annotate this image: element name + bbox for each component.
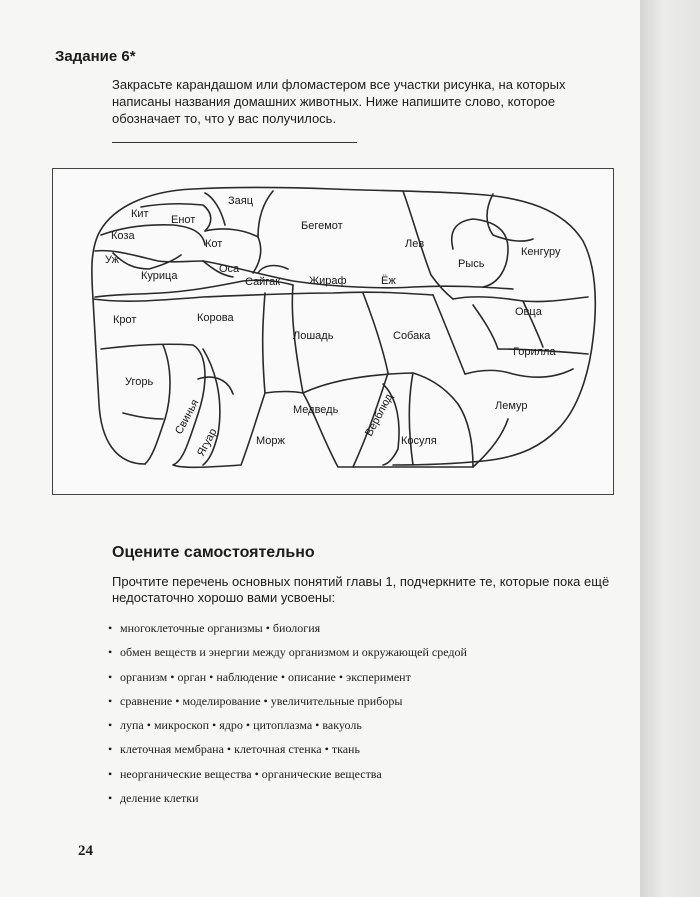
label-rys: Рысь xyxy=(458,258,485,270)
label-koza: Коза xyxy=(111,230,135,242)
label-medved: Медведь xyxy=(293,404,339,416)
concept-line[interactable]: • клеточная мембрана • клеточная стенка • ткань xyxy=(108,742,360,757)
label-ezh: Ёж xyxy=(381,275,396,287)
page-gutter xyxy=(640,0,700,897)
label-loshad: Лошадь xyxy=(293,330,334,342)
label-uzh: Уж xyxy=(105,254,119,266)
animal-map-figure xyxy=(52,168,614,495)
label-ovtsa: Овца xyxy=(515,306,542,318)
label-begemot: Бегемот xyxy=(301,220,343,232)
label-verblyud: Верблюд xyxy=(363,391,396,439)
label-zayats: Заяц xyxy=(228,195,254,207)
answer-line[interactable] xyxy=(112,142,357,143)
label-krot: Крот xyxy=(113,314,137,326)
label-sobaka: Собака xyxy=(393,330,431,342)
concept-line[interactable]: • лупа • микроскоп • ядро • цитоплазма • вакуоль xyxy=(108,718,362,733)
label-lev: Лев xyxy=(405,238,425,250)
concept-line[interactable]: • неорганические вещества • органические вещества xyxy=(108,766,382,781)
label-saygak: Сайгак xyxy=(245,276,281,288)
label-gorilla: Горилла xyxy=(513,346,556,358)
self-check-instructions: Прочтите перечень основных понятий главы 1, подчеркните те, которые пока ещё недостаточно хорошо вами усвоены: xyxy=(112,574,610,605)
label-yaguar: Ягуар xyxy=(195,426,220,459)
concept-line[interactable]: • многоклеточные организмы • биология xyxy=(108,621,321,635)
outer-outline xyxy=(92,188,595,466)
label-kenguru: Кенгуру xyxy=(521,246,561,258)
concept-line[interactable]: • деление клетки xyxy=(108,791,199,806)
label-kosulya: Косуля xyxy=(401,435,437,447)
task-title: Задание 6* xyxy=(55,48,136,65)
label-kit: Кит xyxy=(131,208,149,220)
concept-line[interactable]: • обмен веществ и энергии между организмом и окружающей средой xyxy=(108,645,467,660)
label-ugor: Угорь xyxy=(125,376,154,388)
concept-list xyxy=(108,618,628,812)
self-check-title: Оцените самостоятельно xyxy=(112,544,315,561)
label-lemur: Лемур xyxy=(495,400,528,412)
task-instructions: Закрасьте карандашом или фломастером все участки рисунка, на которых написаны названия домашних животных. Ниже напишите слово, которое обозначает то, что у вас получилось. xyxy=(112,77,566,126)
label-enot: Енот xyxy=(171,214,196,226)
label-korova: Корова xyxy=(197,312,234,324)
concept-line[interactable]: • сравнение • моделирование • увеличительные приборы xyxy=(108,693,403,708)
concept-line[interactable]: • организм • орган • наблюдение • описание • эксперимент xyxy=(108,669,411,684)
label-kot: Кот xyxy=(205,238,223,250)
label-osa: Оса xyxy=(219,263,240,275)
label-svinya: Свинья xyxy=(173,397,202,437)
label-morzh: Морж xyxy=(256,435,285,447)
page-number: 24 xyxy=(78,843,93,859)
label-zhiraf: Жираф xyxy=(309,275,347,287)
label-kuritsa: Курица xyxy=(141,270,178,282)
animal-map-drawing xyxy=(53,169,613,494)
